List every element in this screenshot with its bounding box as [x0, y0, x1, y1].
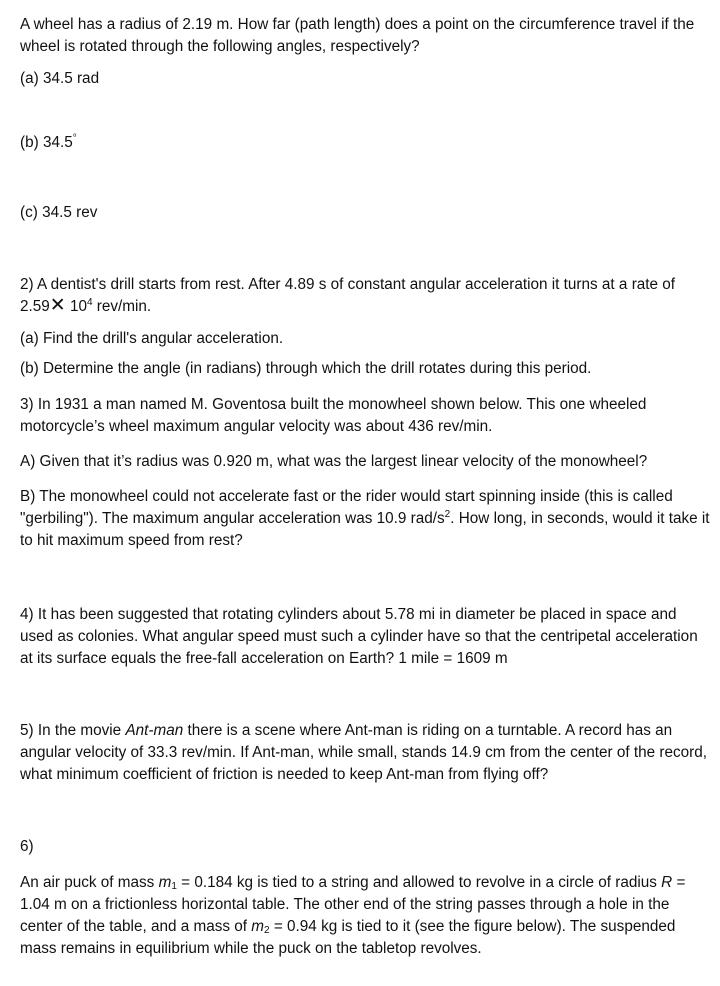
degree-symbol: °: [72, 133, 77, 144]
q2-part-b: (b) Determine the angle (in radians) through which the drill rotates during this period.: [20, 360, 592, 377]
q5-text: [20, 720, 710, 786]
q6-m1: m: [158, 874, 172, 891]
q4-text-start: 4) It has been suggested that rotating cylinders about: [20, 606, 385, 623]
q6-m2-sub: 2: [264, 925, 270, 936]
q1-part-b-text: (b) 34.5: [20, 134, 73, 151]
q2-base: 10: [65, 298, 87, 315]
q3-part-b: [20, 486, 710, 552]
q6-text-3: = 1.04 m on a frictionless horizontal table. The other end of the string passes through a hole in the center of the table, and a mass of: [20, 874, 686, 935]
q6-text-4: = 0.94 kg is tied to it (see the figure below). The suspended mass remains in equilibrium while the puck on the tabletop revolves.: [20, 918, 676, 957]
q2-unit: rev/min.: [92, 298, 152, 315]
q6-text: [20, 872, 710, 960]
q5-movie-title: Ant-man: [125, 722, 184, 739]
q2-part-a: (a) Find the drill's angular acceleration.: [20, 330, 284, 347]
q4-text: [20, 604, 710, 670]
q3-part-a: A) Given that it’s radius was 0.920 m, what was the largest linear velocity of the monowheel?: [20, 453, 648, 470]
q5-text-end: there is a scene where Ant-man is riding on a turntable. A record has an angular velocity of 33.3 rev/min. If Ant-man, while small, stands 14.9 cm from the center of the record, what minimum coefficient of friction is needed to keep Ant-man from flying off?: [20, 722, 707, 783]
q3-exponent: 2: [444, 509, 451, 520]
q2-exponent: 4: [86, 297, 93, 308]
q6-text-2: = 0.184 kg is tied to a string and allowed to revolve in a circle of radius: [176, 874, 662, 891]
q3-part-b-text: B) The monowheel could not accelerate fast or the rider would start spinning inside (this is called "gerbiling"). The maximum angular acceleration was 10.9 rad/s: [20, 488, 673, 527]
q3-intro: 3) In 1931 a man named M. Goventosa built the monowheel shown below. This one wheeled motorcycle’s wheel maximum angular velocity was about 436 rev/min.: [20, 396, 647, 435]
q6-m2: m: [251, 918, 265, 935]
q1-part-b: [20, 132, 710, 154]
q6-text-1: An air puck of mass: [20, 874, 159, 891]
q6-label: 6): [20, 838, 34, 855]
q1-part-a: (a) 34.5 rad: [20, 70, 100, 87]
q6-m1-sub: 1: [171, 881, 177, 892]
q1-intro: A wheel has a radius of 2.19 m. How far (path length) does a point on the circumference travel if the wheel is rotated through the following angles, respectively?: [20, 16, 695, 55]
times-symbol: ✕: [49, 295, 66, 316]
q6-radius-symbol: R: [661, 874, 673, 891]
q5-text-start: 5) In the movie: [20, 722, 126, 739]
q1-part-c: (c) 34.5 rev: [20, 204, 98, 221]
q4-diameter-value: 5.78 mi: [384, 606, 435, 623]
q4-text-end: in diameter be placed in space and used as colonies. What angular speed must such a cylinder have so that the centripetal acceleration at its surface equals the free-fall acceleration on Earth? 1 mile = 1609 m: [20, 606, 698, 667]
q2-intro: [20, 274, 710, 318]
q3-part-b-end: . How long, in seconds, would it take it to hit maximum speed from rest?: [20, 510, 710, 549]
q2-intro-text: 2) A dentist's drill starts from rest. After 4.89 s of constant angular acceleration it turns at a rate of 2.59: [20, 276, 676, 315]
